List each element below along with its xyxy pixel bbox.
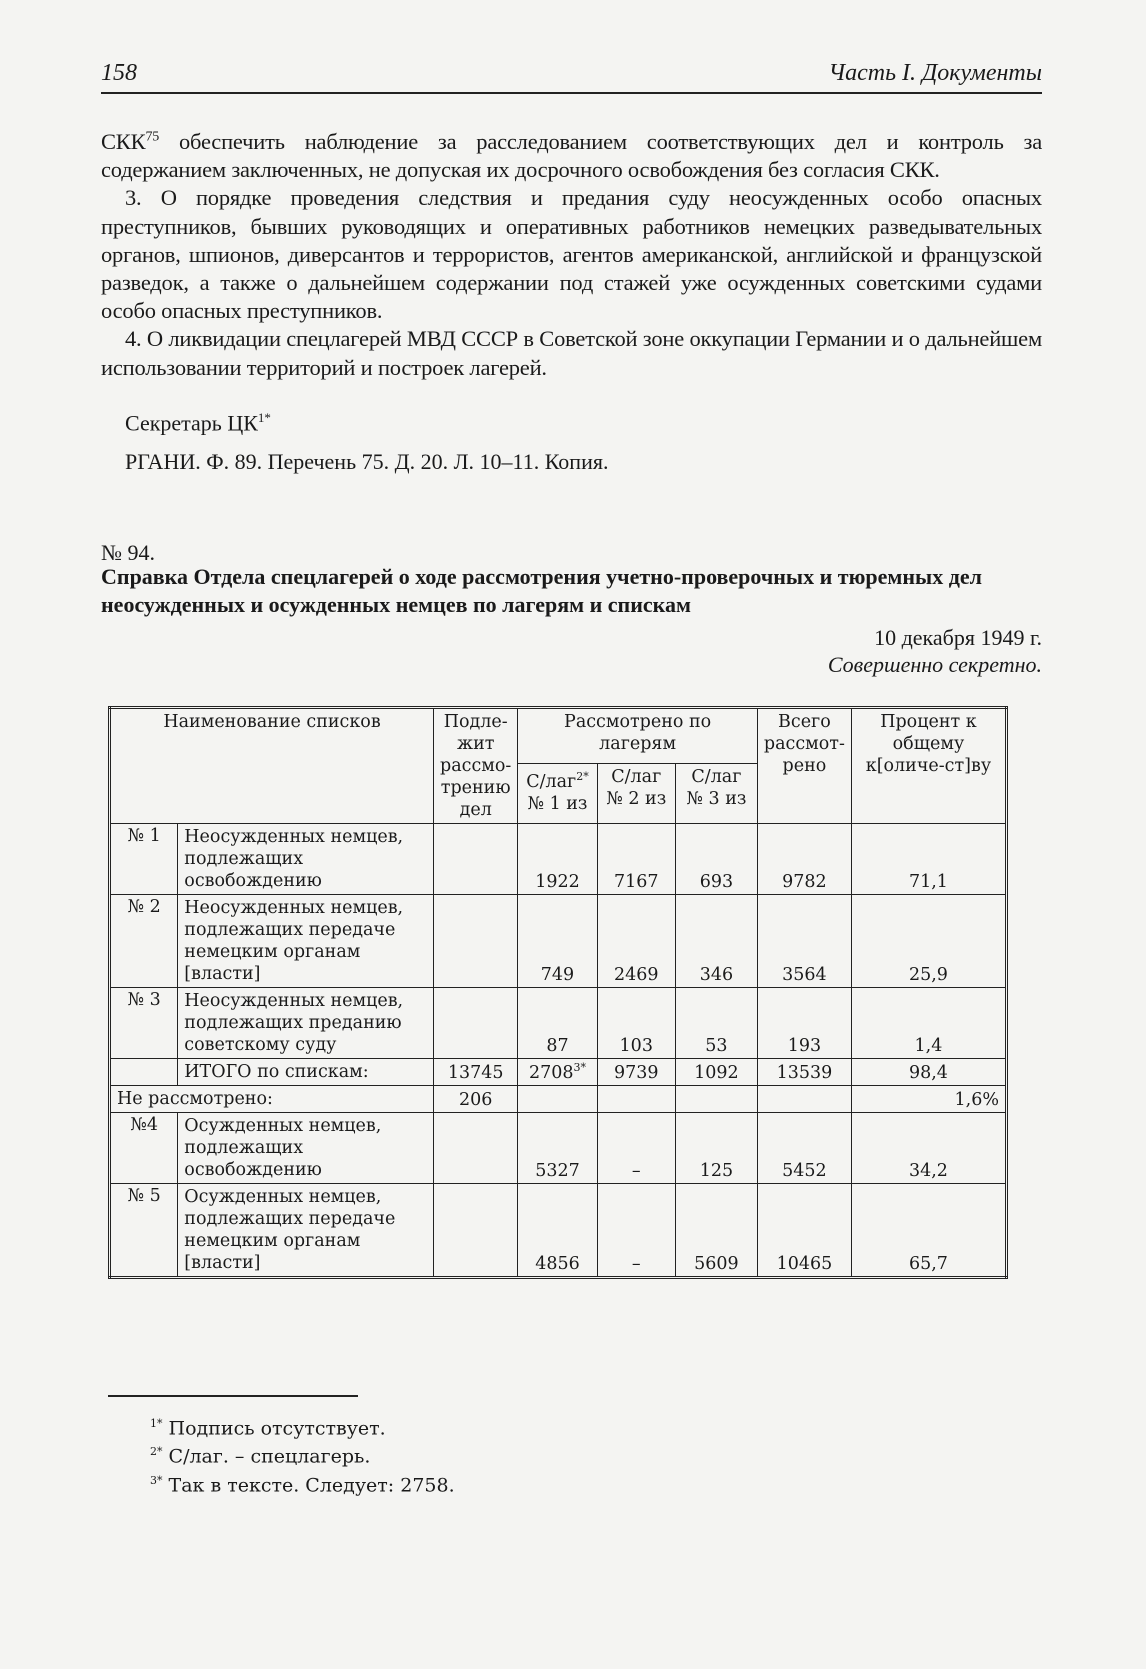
running-title: Часть I. Документы xyxy=(828,60,1042,86)
document-number: № 94. xyxy=(101,540,155,565)
document-title: Справка Отдела спецлагерей о ходе рассмотрения учетно-проверочных и тюремных дел неосужденных и осужденных немцев по лагерям и спискам xyxy=(101,564,982,617)
document-date: 10 декабря 1949 г. xyxy=(874,625,1042,650)
body-text xyxy=(101,128,1042,382)
signature: Секретарь $ЦК^{1*}$ xyxy=(125,410,271,436)
table-row: № 5 Осужденных немцев, подлежащих передаче немецким органам [власти] 4856 – 5609 10465 65,7 xyxy=(110,1184,1007,1278)
table-header-row xyxy=(110,708,1007,764)
table-row: № 2 Неосужденных немцев, подлежащих передаче немецким органам [власти] 749 2469 346 3564 25,9 xyxy=(110,895,1007,988)
table-row: № 3 Неосужденных немцев, подлежащих преданию советскому суду 87 103 53 193 1,4 xyxy=(110,988,1007,1059)
classification-mark: Совершенно секретно. xyxy=(827,652,1042,677)
footnote-rule xyxy=(108,1395,358,1397)
header-camp2: С/лаг № 2 из xyxy=(597,763,675,823)
footnote: $^{3*}$ Так в тексте. Следует: 2758. xyxy=(150,1473,455,1496)
header-reviewed-group: Рассмотрено по лагерям xyxy=(518,708,758,764)
header-camp1: С/лаг$^{2*}$ № 1 из xyxy=(518,763,597,823)
footnotes xyxy=(150,1412,455,1497)
header-subject: Подле-жит рассмо-трению дел xyxy=(434,708,518,824)
footnote: $^{1*}$ Подпись отсутствует. xyxy=(150,1417,386,1440)
paragraph-1: СКК$^{75}$ обеспечить наблюдение за расследованием соответствующих дел и контроль за содержанием заключенных, не допуская их досрочного освобождения без согласия СКК. xyxy=(101,129,1042,183)
header-name: Наименование списков xyxy=(110,708,434,824)
footnote: $^{2*}$ С/лаг. – спецлагерь. xyxy=(150,1445,371,1468)
page-number: 158 xyxy=(101,60,137,86)
paragraph-3: 4. О ликвидации спецлагерей МВД СССР в Советской зоне оккупации Германии и о дальнейшем использовании территорий и построек лагерей. xyxy=(101,326,1042,380)
archival-source: РГАНИ. Ф. 89. Перечень 75. Д. 20. Л. 10–11. Копия. xyxy=(125,449,609,474)
data-table xyxy=(108,706,1008,1279)
table-row-total: ИТОГО по спискам: 13745 $2708^{3*}$ 9739 1092 13539 98,4 xyxy=(110,1059,1007,1086)
table-row: №4 Осужденных немцев, подлежащих освобождению 5327 – 125 5452 34,2 xyxy=(110,1113,1007,1184)
header-percent: Процент к общему к[оличе-ст]ву xyxy=(851,708,1006,824)
table-row: № 1 Неосужденных немцев, подлежащих освобождению 1922 7167 693 9782 71,1 xyxy=(110,824,1007,895)
header-total: Всего рассмот-рено xyxy=(757,708,851,824)
header-rule xyxy=(101,92,1042,94)
header-camp3: С/лаг № 3 из xyxy=(675,763,757,823)
table-row-not-reviewed: Не рассмотрено: 206 1,6% xyxy=(110,1086,1007,1113)
paragraph-2: 3. О порядке проведения следствия и предания суду неосужденных особо опасных преступников, бывших руководящих и оперативных работников немецких разведывательных органов, шпионов, диверсантов и террористов, агентов американской, английской и французской разведок, а также о дальнейшем содержании под стажей уже осужденных советскими судами особо опасных преступников. xyxy=(101,185,1042,324)
